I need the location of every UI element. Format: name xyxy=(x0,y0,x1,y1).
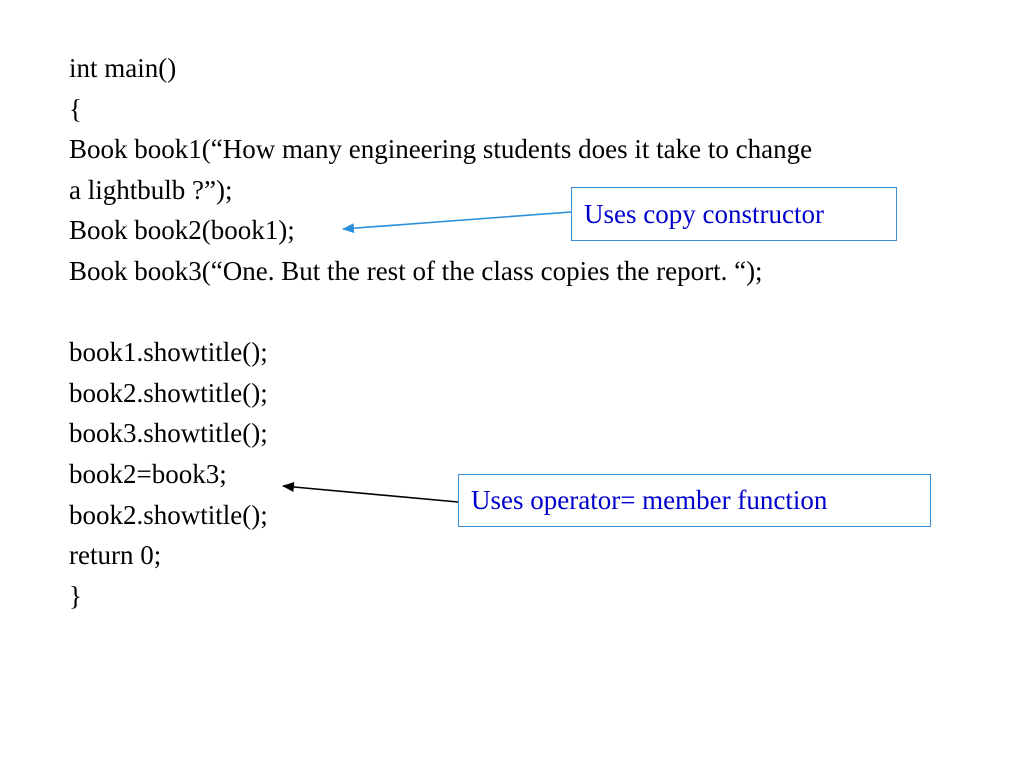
code-line-book3-declaration: Book book3(“One. But the rest of the class copies the report. “); xyxy=(69,255,763,286)
code-line-book2-assignment: book2=book3; xyxy=(69,458,227,489)
code-line-book1-declaration: Book book1(“How many engineering students does it take to change xyxy=(69,134,813,165)
assignment-operator-callout-label: Uses operator= member function xyxy=(471,485,828,515)
code-line-open-brace: { xyxy=(69,93,82,124)
code-line-book2-declaration: Book book2(book1); xyxy=(69,215,295,246)
code-line-book2-showtitle-again: book2.showtitle(); xyxy=(69,499,268,530)
code-line-blank xyxy=(69,292,1019,333)
code-line-book2-showtitle: book2.showtitle(); xyxy=(69,377,268,408)
code-line-close-brace: } xyxy=(69,580,82,611)
assignment-operator-callout xyxy=(458,474,931,527)
code-line-return: return 0; xyxy=(69,540,162,571)
code-line-book1-continuation: a lightbulb ?”); xyxy=(69,174,233,205)
copy-constructor-callout-label: Uses copy constructor xyxy=(584,199,824,229)
code-line-book1-showtitle: book1.showtitle(); xyxy=(69,337,268,368)
copy-constructor-callout xyxy=(571,187,897,241)
code-line-book3-showtitle: book3.showtitle(); xyxy=(69,418,268,449)
code-line-main-signature: int main() xyxy=(69,53,177,83)
code-listing xyxy=(69,48,1019,616)
